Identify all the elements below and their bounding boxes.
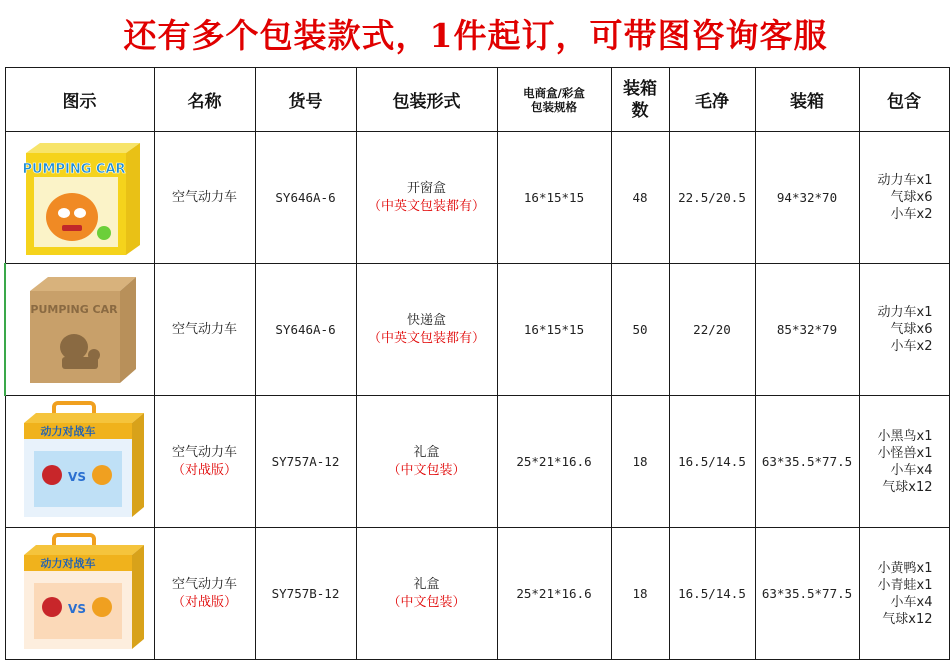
packing-cell <box>356 528 497 660</box>
table-row <box>5 528 949 660</box>
header-contents: 包含 <box>859 68 949 132</box>
contents-cell <box>859 264 949 396</box>
box-text: 动力对战车 <box>40 556 95 570</box>
battle-car-gift-box-icon <box>16 401 144 523</box>
header-spec-line1: 电商盒/彩盒 <box>523 85 585 100</box>
contents-item: 气球x12 <box>882 479 933 495</box>
carton-cell: 63*35.5*77.5 <box>755 528 859 660</box>
header-item-no: 货号 <box>255 68 356 132</box>
name-cell <box>154 264 255 396</box>
header-qty-line2: 数 <box>631 100 649 121</box>
contents-item: 小车x4 <box>890 462 933 478</box>
packing-cell <box>356 396 497 528</box>
contents-item: 动力车x1 <box>877 305 933 320</box>
weight-cell: 16.5/14.5 <box>669 396 755 528</box>
packing-note: （中文包装） <box>387 594 466 610</box>
carton-cell: 63*35.5*77.5 <box>755 396 859 528</box>
product-image-cell <box>5 396 154 528</box>
product-image-cell <box>5 264 154 396</box>
product-table <box>4 67 950 660</box>
header-qty <box>611 68 669 132</box>
packing-note: （中英文包装都有） <box>367 198 485 214</box>
contents-cell <box>859 396 949 528</box>
name-cell <box>154 132 255 264</box>
spec-cell: 25*21*16.6 <box>497 528 611 660</box>
page-banner <box>0 0 951 66</box>
carton-cell: 94*32*70 <box>755 132 859 264</box>
packing-type: 快递盒 <box>406 312 446 328</box>
carton-cell: 85*32*79 <box>755 264 859 396</box>
qty-cell: 18 <box>611 528 669 660</box>
header-row <box>5 68 949 132</box>
contents-item: 小车x2 <box>890 339 933 354</box>
contents-item: 小车x4 <box>890 594 933 610</box>
product-name-note: （对战版） <box>171 594 237 610</box>
header-weight: 毛净 <box>669 68 755 132</box>
qty-cell: 48 <box>611 132 669 264</box>
header-qty-line1: 装箱 <box>623 78 657 99</box>
contents-cell <box>859 528 949 660</box>
header-spec-line2: 包装规格 <box>531 99 577 114</box>
contents-item: 气球x12 <box>882 611 933 627</box>
packing-note: （中文包装） <box>387 462 466 478</box>
contents-item: 动力车x1 <box>877 173 933 188</box>
product-image-cell <box>5 132 154 264</box>
spec-cell: 16*15*15 <box>497 132 611 264</box>
header-carton: 装箱 <box>755 68 859 132</box>
item-no-cell: SY646A-6 <box>255 264 356 396</box>
box-text: PUMPING CAR <box>21 161 126 177</box>
header-image: 图示 <box>5 68 154 132</box>
packing-cell <box>356 264 497 396</box>
contents-item: 小黑鸟x1 <box>877 428 933 444</box>
svg-text:VS: VS <box>67 469 86 484</box>
product-name: 空气动力车 <box>171 576 237 592</box>
svg-text:VS: VS <box>67 601 86 616</box>
contents-item: 小黄鸭x1 <box>877 560 933 576</box>
item-no-cell: SY757B-12 <box>255 528 356 660</box>
product-image-cell <box>5 528 154 660</box>
product-name: 空气动力车 <box>171 189 237 205</box>
weight-cell: 22/20 <box>669 264 755 396</box>
qty-cell: 50 <box>611 264 669 396</box>
packing-note: （中英文包装都有） <box>367 330 485 346</box>
header-packing: 包装形式 <box>356 68 497 132</box>
banner-title: 还有多个包装款式，1件起订，可带图咨询客服 <box>123 15 828 55</box>
product-name-note: （对战版） <box>171 462 237 478</box>
name-cell <box>154 396 255 528</box>
pumping-car-kraft-box-icon <box>16 269 144 391</box>
weight-cell: 16.5/14.5 <box>669 528 755 660</box>
item-no-cell: SY646A-6 <box>255 132 356 264</box>
product-name: 空气动力车 <box>171 321 237 337</box>
header-spec <box>497 68 611 132</box>
contents-item: 气球x6 <box>890 190 933 205</box>
table-row <box>5 396 949 528</box>
header-name: 名称 <box>154 68 255 132</box>
name-cell <box>154 528 255 660</box>
spec-cell: 16*15*15 <box>497 264 611 396</box>
item-no-cell: SY757A-12 <box>255 396 356 528</box>
qty-cell: 18 <box>611 396 669 528</box>
battle-car-gift-box-icon <box>16 533 144 655</box>
packing-type: 礼盒 <box>413 576 440 592</box>
packing-cell <box>356 132 497 264</box>
contents-item: 小青蛙x1 <box>877 577 933 593</box>
spec-cell: 25*21*16.6 <box>497 396 611 528</box>
table-row <box>5 132 949 264</box>
contents-item: 小车x2 <box>890 207 933 222</box>
box-text: 动力对战车 <box>40 424 95 438</box>
contents-cell <box>859 132 949 264</box>
pumping-car-color-box-icon <box>16 137 144 259</box>
packing-type: 开窗盒 <box>406 180 446 196</box>
product-name: 空气动力车 <box>171 444 237 460</box>
table-row <box>5 264 949 396</box>
weight-cell: 22.5/20.5 <box>669 132 755 264</box>
packing-type: 礼盒 <box>413 444 440 460</box>
contents-item: 小怪兽x1 <box>877 445 933 461</box>
box-text: PUMPING CAR <box>30 302 118 316</box>
contents-item: 气球x6 <box>890 322 933 337</box>
